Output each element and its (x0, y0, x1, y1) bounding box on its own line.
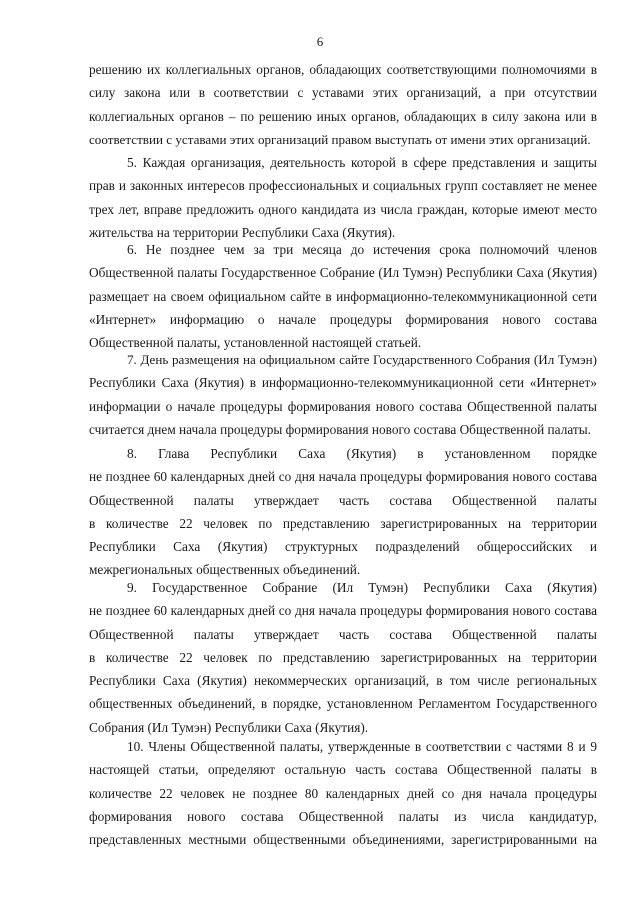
paragraph-item-10 (89, 735, 597, 851)
paragraph-item-7 (89, 348, 597, 441)
text-line: в количестве 22 человек по представлению зарегистрированных на территории (89, 515, 597, 531)
text-line: информации о начале процедуры формирования нового состава Общественной палаты (89, 398, 597, 414)
text-line: Собрания (Ил Тумэн) Республики Саха (Якутия). (89, 719, 369, 735)
text-line: Общественной палаты утверждает часть состава Общественной палаты (89, 626, 597, 642)
text-line: Республики Саха (Якутия) структурных подразделений общероссийских и (89, 539, 597, 555)
text-line: Общественной палаты утверждает часть состава Общественной палаты (89, 492, 597, 508)
text-line: «Интернет» информацию о начале процедуры формирования нового состава (89, 311, 597, 327)
text-line: Республики Саха (Якутия) в информационно-телекоммуникационной сети «Интернет» (89, 375, 597, 391)
paragraph-item-8 (89, 442, 597, 582)
text-line: Республики Саха (Якутия) некоммерческих организаций, в том числе региональных (89, 673, 597, 689)
text-line: межрегиональных общественных объединений. (89, 562, 361, 578)
paragraph-item-9 (89, 576, 597, 739)
text-line: трех лет, вправе предложить одного кандидата из числа граждан, которые имеют место (89, 201, 597, 217)
text-line: общественных объединений, в порядке, установленном Регламентом Государственного (89, 696, 597, 712)
text-line: Общественной палаты Государственное Собрание (Ил Тумэн) Республики Саха (Якутия) (89, 265, 597, 281)
text-line: 9. Государственное Собрание (Ил Тумэн) Республики Саха (Якутия) (127, 580, 597, 595)
paragraph-item-6 (89, 238, 597, 354)
text-line: соответствии с уставами этих организаций правом выступать от имени этих организаций. (89, 131, 591, 147)
text-line: в количестве 22 человек по представлению зарегистрированных на территории (89, 649, 597, 665)
text-line: прав и законных интересов профессиональных и социальных групп составляет не менее (89, 178, 597, 194)
text-line: считается днем начала процедуры формирования нового состава Общественной палаты. (89, 421, 591, 437)
text-line: 8. Глава Республики Саха (Якутия) в установленном порядке (127, 446, 597, 461)
text-line: размещает на своем официальном сайте в информационно-телекоммуникационной сети (89, 288, 597, 304)
paragraph-item-5 (89, 151, 597, 244)
text-line: количестве 22 человек не позднее 80 календарных дней со дня начала процедуры (89, 785, 597, 801)
page-number: 6 (316, 34, 324, 49)
text-line: не позднее 60 календарных дней со дня начала процедуры формирования нового состава (89, 603, 597, 619)
text-line: решению их коллегиальных органов, обладающих соответствующими полномочиями в (89, 62, 597, 77)
text-line: не позднее 60 календарных дней со дня начала процедуры формирования нового состава (89, 469, 597, 485)
text-line: силу закона или в соответствии с уставами этих организаций, а при отсутствии (89, 85, 597, 101)
text-line: настоящей статьи, определяют остальную часть состава Общественной палаты в (89, 762, 597, 778)
text-line: 7. День размещения на официальном сайте Государственного Собрания (Ил Тумэн) (127, 352, 597, 367)
text-line: формирования нового состава Общественной палаты из числа кандидатур, (89, 808, 597, 824)
text-line: 6. Не позднее чем за три месяца до истечения срока полномочий членов (127, 242, 597, 257)
text-line: 5. Каждая организация, деятельность которой в сфере представления и защиты (127, 155, 597, 170)
text-line: жительства на территории Республики Саха (Якутия). (89, 224, 396, 240)
text-line: коллегиальных органов – по решению иных органов, обладающих в силу закона или в (89, 108, 597, 124)
paragraph-continuation (89, 58, 597, 151)
text-line: представленных местными общественными объединениями, зарегистрированными на (89, 832, 597, 848)
text-line: Общественной палаты, установленной настоящей статьей. (89, 335, 422, 351)
text-line: 10. Члены Общественной палаты, утвержденные в соответствии с частями 8 и 9 (127, 739, 597, 754)
